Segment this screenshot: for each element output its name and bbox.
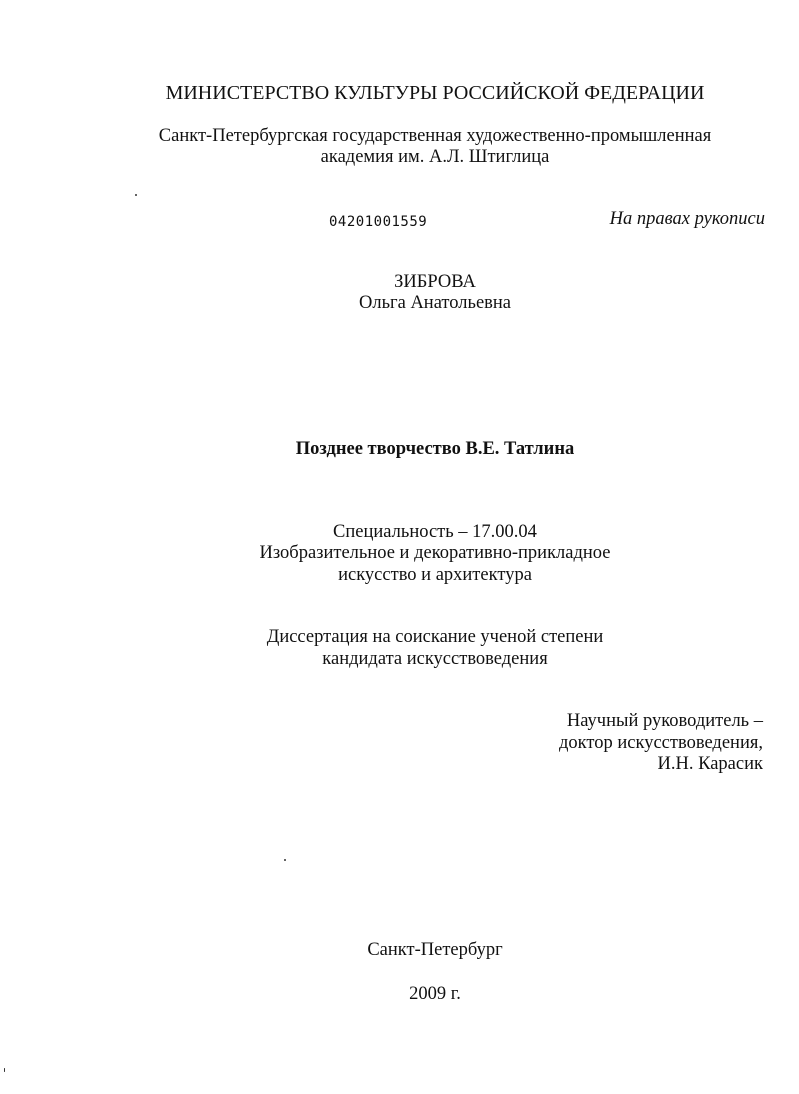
degree-line-1: Диссертация на соискание ученой степени [266,627,604,647]
catalog-number: 04201001559 [329,214,428,230]
academy-name-line-1: Санкт-Петербургская государственная художественно-промышленная [158,126,712,146]
rights-note: На правах рукописи [609,209,765,229]
author-given-names: Ольга Анатольевна [358,293,512,313]
specialty-code: Специальность – 17.00.04 [333,522,537,542]
specialty-name-line-1: Изобразительное и декоративно-прикладное [259,543,611,563]
dissertation-title: Позднее творчество В.Е. Татлина [295,439,575,459]
supervisor-degree: доктор искусствоведения, [559,733,763,753]
supervisor-role: Научный руководитель – [566,711,763,731]
author-surname: ЗИБРОВА [394,272,476,292]
ministry-heading: МИНИСТЕРСТВО КУЛЬТУРЫ РОССИЙСКОЙ ФЕДЕРАЦИИ [165,82,705,104]
scan-speck [284,859,286,861]
scan-speck [135,194,137,196]
year: 2009 г. [409,984,461,1004]
city: Санкт-Петербург [367,940,503,960]
scan-speck [4,1068,5,1072]
academy-name-line-2: академия им. А.Л. Штиглица [320,147,550,167]
supervisor-name: И.Н. Карасик [657,754,763,774]
specialty-name-line-2: искусство и архитектура [338,565,532,585]
degree-line-2: кандидата искусствоведения [322,649,548,669]
